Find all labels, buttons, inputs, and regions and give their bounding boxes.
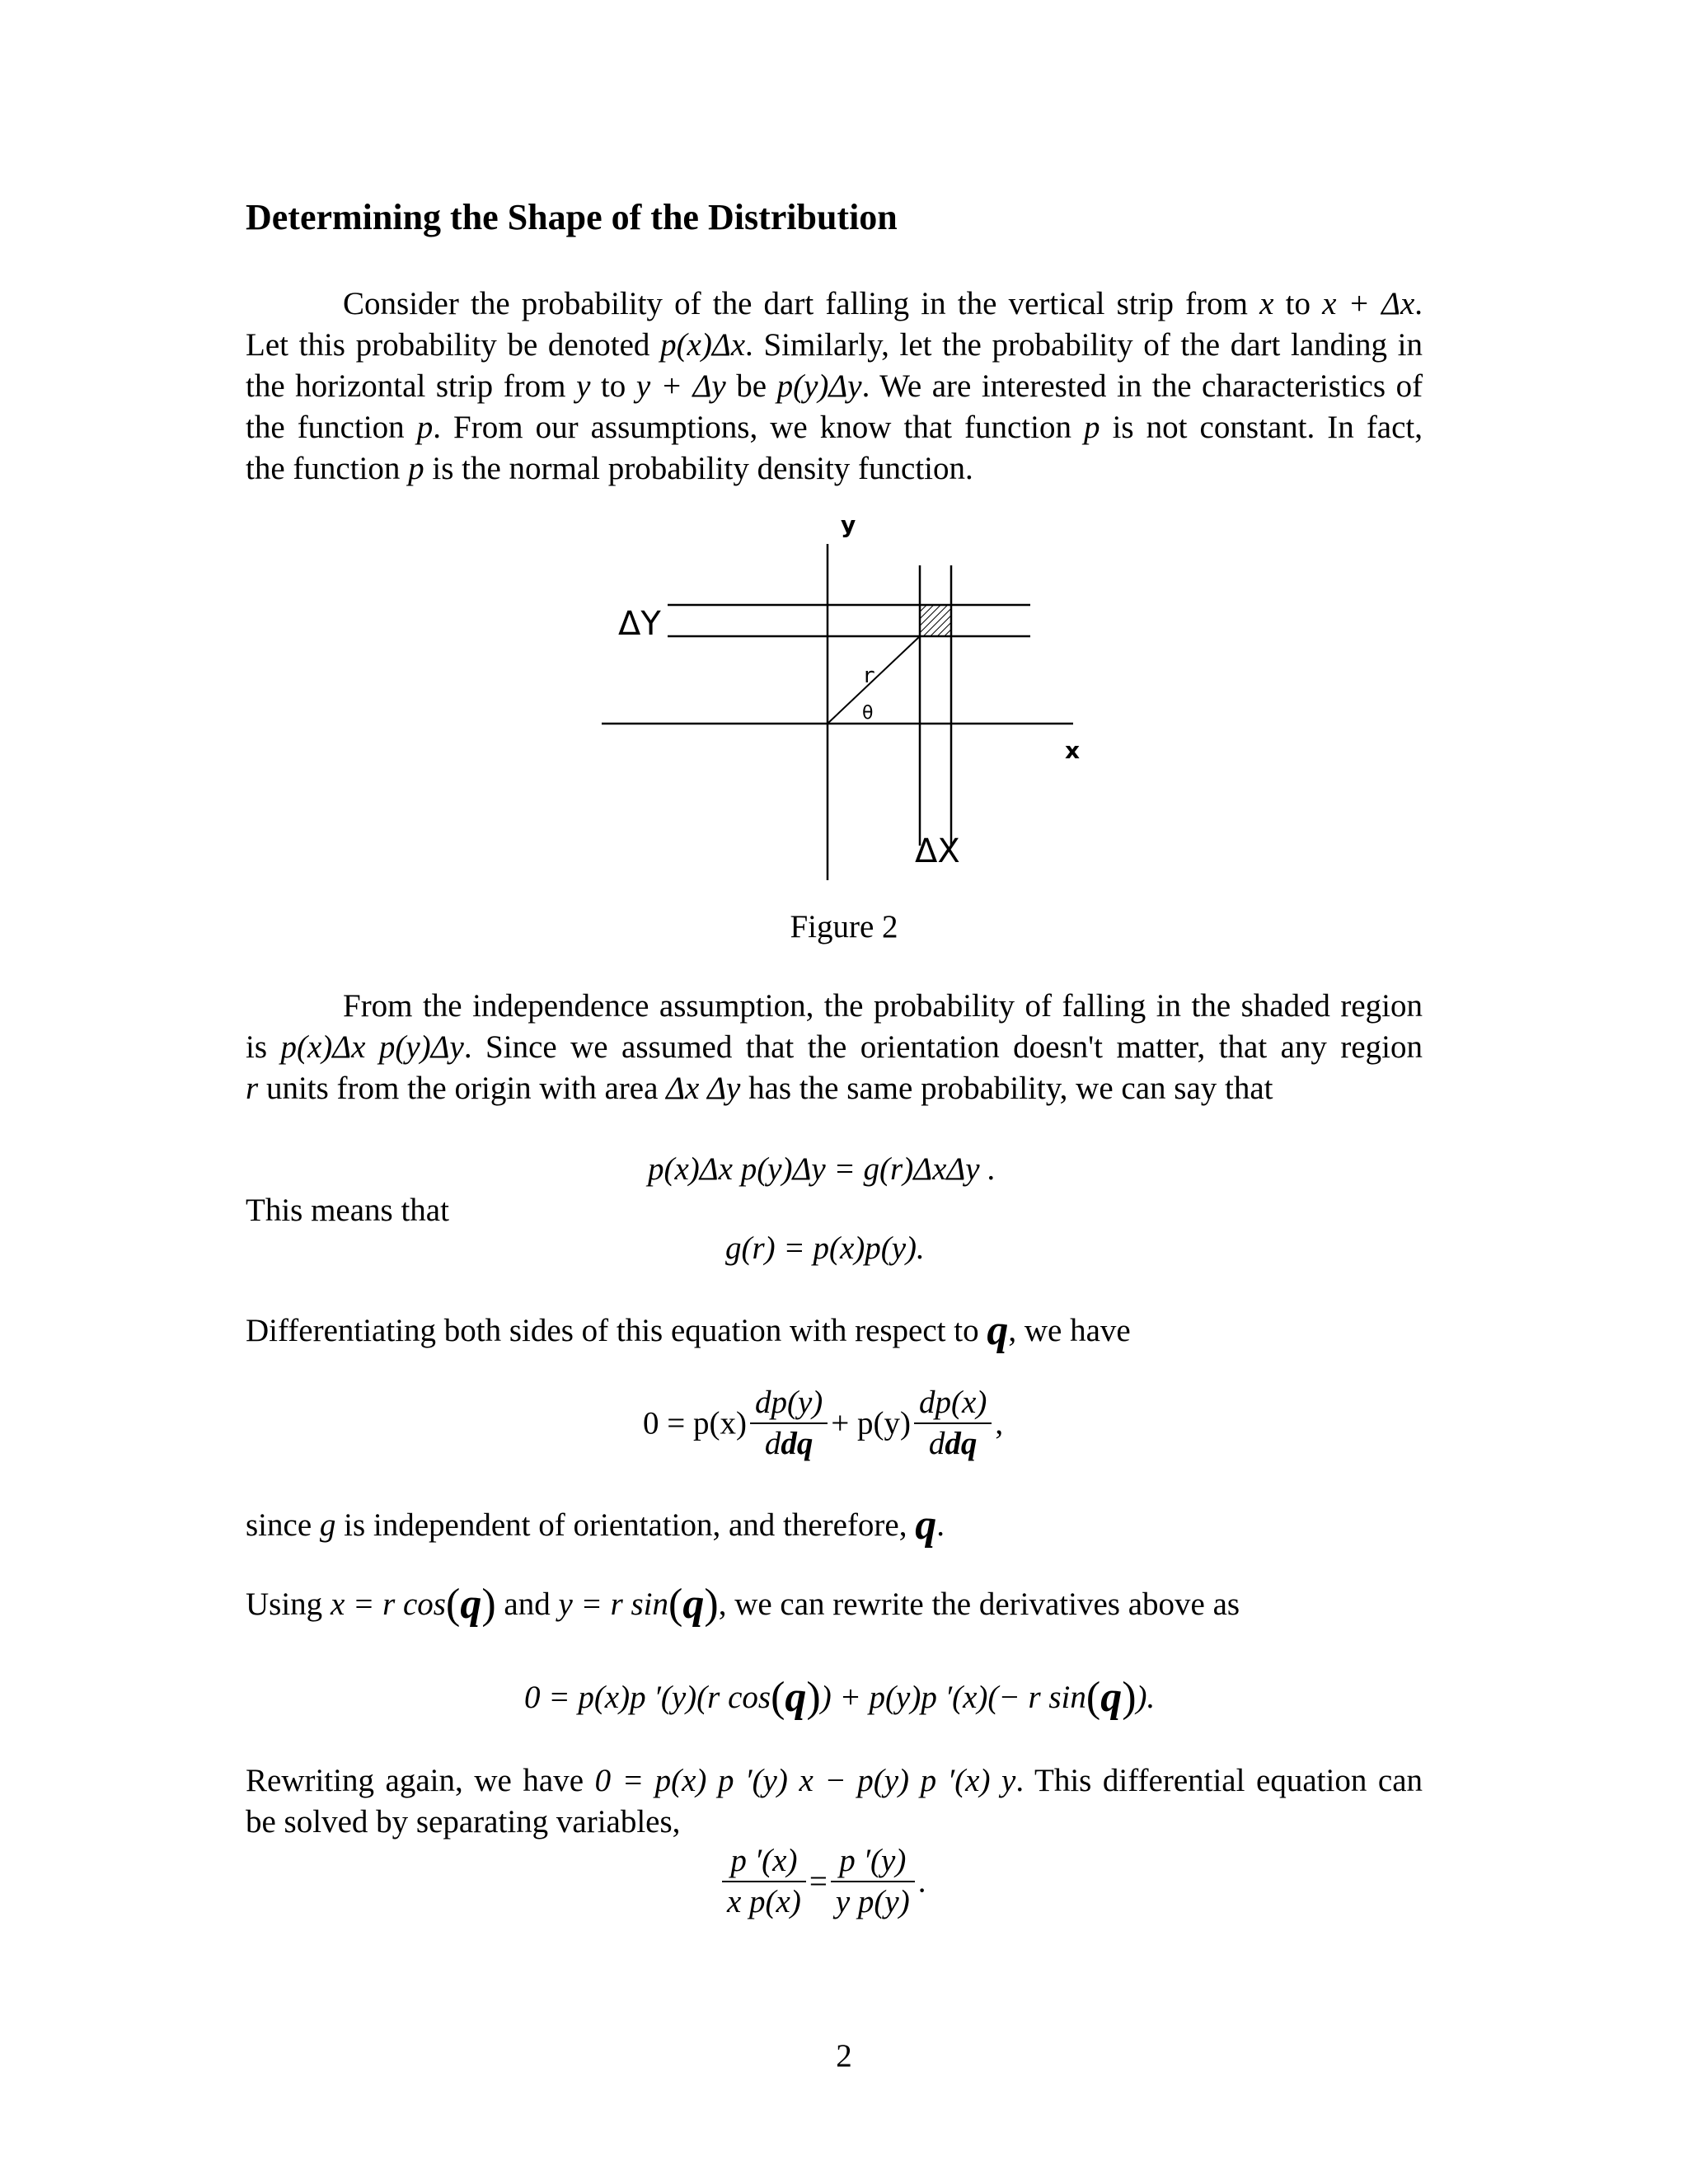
equation-1: p(x)Δx p(y)Δy = g(r)ΔxΔy . — [648, 1151, 996, 1187]
p2-line-1: From the independence assumption, the probability of falling in the shaded region — [343, 988, 1423, 1024]
y-axis-label: y — [841, 511, 856, 538]
equation-3: 0 = p(x) $\frac{dp(y)}{\text{ddq}}$ + p(y) $\frac{dp(x)}{\text{ddq}}$ , — [643, 1385, 1004, 1461]
rewriting-line-1: Rewriting again, we have 0 = p(x) p ′(y) x − p(y) p ′(x) y. This differential equation can — [246, 1763, 1423, 1798]
paragraph-1 — [246, 284, 1423, 490]
paragraph-2 — [246, 986, 1423, 1109]
using-text: Using x = r cos(q) and y = r sin(q), we can rewrite the derivatives above as — [246, 1581, 1240, 1628]
fraction-dpx-dq: $\frac{dp(x)}{\text{ddq}}$ — [914, 1385, 992, 1462]
equation-5: $\frac{p '(x)}{\text{x p(x)}}$ = $\frac{p '(y)}{\text{y p(y)}}$ . — [719, 1843, 926, 1920]
page-number: 2 — [836, 2038, 852, 2074]
delta-y-label: ΔY — [618, 605, 661, 643]
fraction-right: $\frac{p '(y)}{\text{y p(y)}}$ — [831, 1843, 915, 1920]
this-means-text: This means that — [246, 1193, 449, 1228]
fraction-dpy-dq: $\frac{dp(y)}{\text{ddq}}$ — [750, 1385, 828, 1462]
r-label: r — [862, 663, 875, 688]
since-text: since g is independent of orientation, and therefore, q. — [246, 1502, 945, 1549]
p1-line-2: Let this probability be denoted p(x)Δx. Similarly, let the probability of the dart landing in — [246, 327, 1423, 363]
p1-line-1: Consider the probability of the dart falling in the vertical strip from x to x + Δx. — [343, 286, 1423, 321]
section-heading: Determining the Shape of the Distribution — [246, 197, 898, 237]
p2-line-2: is p(x)Δx p(y)Δy. Since we assumed that the orientation doesn't matter, that any region — [246, 1029, 1423, 1065]
delta-x-label: ΔX — [915, 832, 960, 870]
paragraph-rewriting — [246, 1760, 1423, 1843]
equation-2: g(r) = p(x)p(y). — [725, 1230, 925, 1266]
theta-label: θ — [862, 703, 874, 724]
figure-caption: Figure 2 — [790, 909, 898, 944]
p2-line-3: r units from the origin with area Δx Δy has the same probability, we can say that — [246, 1071, 1273, 1106]
p1-line-4: the function p. From our assumptions, we know that function p is not constant. In fact, — [246, 410, 1423, 445]
x-axis-label: x — [1065, 737, 1081, 764]
p1-line-5: the function p is the normal probability density function. — [246, 451, 973, 486]
fraction-left: $\frac{p '(x)}{\text{x p(x)}}$ — [722, 1843, 806, 1920]
shaded-region — [920, 605, 951, 636]
equation-4: 0 = p(x)p ′(y)(r cos(q)) + p(y)p ′(x)(− r sin(q)). — [524, 1674, 1156, 1721]
p1-line-3: the horizontal strip from y to y + Δy be p(y)Δy. We are interested in the characteristics of — [246, 368, 1423, 404]
rewriting-line-2: be solved by separating variables, — [246, 1804, 681, 1840]
figure-2-diagram — [593, 511, 1104, 890]
differentiating-text: Differentiating both sides of this equation with respect to q, we have — [246, 1307, 1131, 1354]
